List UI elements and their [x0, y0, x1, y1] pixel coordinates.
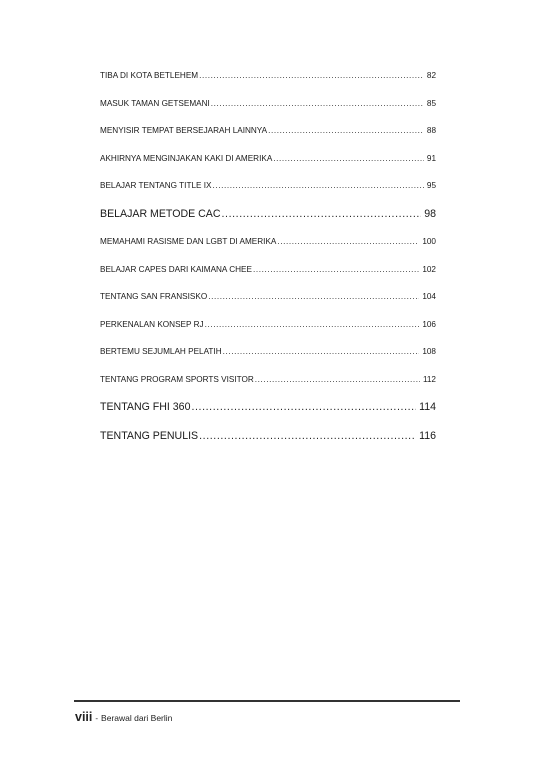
toc-leader-dots: [212, 172, 423, 200]
toc-leader-dots: [223, 338, 420, 366]
toc-entry-page: 116: [419, 429, 436, 442]
toc-leader-dots: [191, 393, 416, 422]
toc-entry-title: TIBA DI KOTA BETLEHEM: [100, 71, 199, 80]
toc-entry: [100, 90, 436, 118]
toc-entry-page: 108: [422, 347, 436, 356]
toc-entry-page: 98: [424, 207, 436, 220]
toc-entry-page: 106: [422, 319, 436, 329]
toc-entry-page: 112: [422, 374, 436, 384]
toc-entry-title: BELAJAR TENTANG TITLE IX: [100, 181, 212, 190]
toc-entry: [100, 228, 436, 256]
toc-leader-dots: [205, 311, 420, 339]
toc-entry-page: 88: [426, 126, 436, 135]
toc-entry-title: BELAJAR METODE CAC: [100, 207, 221, 220]
footer-separator: -: [95, 714, 99, 723]
page-footer: [75, 710, 172, 724]
toc-entry-page: 104: [422, 292, 436, 301]
toc-leader-dots: [221, 200, 421, 229]
toc-leader-dots: [255, 366, 420, 394]
toc-leader-dots: [208, 283, 419, 311]
toc-entry-page: 100: [422, 237, 436, 246]
toc-entry-page: 91: [426, 153, 436, 163]
toc-entry-title: PERKENALAN KONSEP RJ: [100, 319, 204, 329]
footer-divider: [74, 700, 460, 702]
toc-leader-dots: [199, 62, 424, 90]
toc-entry-title: MASUK TAMAN GETSEMANI: [100, 98, 210, 108]
toc-entry-page: 85: [426, 98, 436, 108]
toc-entry-title: BELAJAR CAPES DARI KAIMANA CHEE: [100, 264, 252, 274]
toc-entry: [100, 283, 436, 311]
toc-entry-title: AKHIRNYA MENGINJAKAN KAKI DI AMERIKA: [100, 153, 273, 163]
toc-leader-dots: [253, 256, 419, 284]
table-of-contents: [100, 62, 436, 450]
toc-leader-dots: [277, 228, 419, 256]
toc-entry-title: TENTANG PENULIS: [100, 429, 199, 442]
toc-entry-page: 82: [426, 71, 436, 80]
toc-leader-dots: [199, 422, 416, 451]
toc-entry: [100, 311, 436, 339]
toc-entry-title: MENYISIR TEMPAT BERSEJARAH LAINNYA: [100, 126, 268, 135]
toc-entry-page: 95: [426, 181, 436, 190]
toc-entry-page: 102: [422, 264, 436, 274]
toc-entry: [100, 422, 436, 451]
toc-entry: [100, 117, 436, 145]
toc-entry: [100, 62, 436, 90]
toc-entry: [100, 338, 436, 366]
toc-entry-title: TENTANG SAN FRANSISKO: [100, 292, 208, 301]
toc-entry: [100, 145, 436, 173]
toc-entry-title: TENTANG FHI 360: [100, 401, 191, 413]
toc-entry-title: MEMAHAMI RASISME DAN LGBT DI AMERIKA: [100, 237, 277, 246]
toc-leader-dots: [268, 117, 424, 145]
toc-entry-title: TENTANG PROGRAM SPORTS VISITOR: [100, 374, 254, 384]
toc-entry: [100, 256, 436, 284]
toc-entry-page: 114: [419, 401, 436, 413]
toc-entry: [100, 393, 436, 422]
footer-book-title: Berawal dari Berlin: [101, 713, 173, 723]
toc-leader-dots: [273, 145, 424, 173]
footer-page-number: viii: [75, 710, 93, 724]
toc-entry: [100, 200, 436, 229]
toc-leader-dots: [211, 90, 424, 118]
toc-entry-title: BERTEMU SEJUMLAH PELATIH: [100, 347, 222, 356]
toc-entry: [100, 366, 436, 394]
toc-entry: [100, 172, 436, 200]
